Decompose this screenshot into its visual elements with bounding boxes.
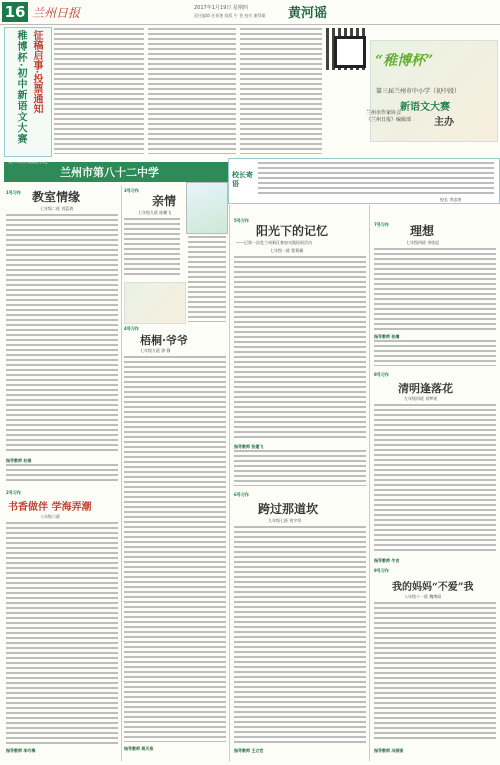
school-name: 兰州市第八十二中学 (60, 166, 159, 179)
paper-logo: 兰州日报 (32, 6, 81, 20)
competition-subtitle: 第三届兰州市中小学（初中段） (376, 88, 461, 95)
article-body (124, 356, 226, 742)
principal-message-text (258, 162, 494, 196)
article-title: 我的妈妈“不爱”我 (392, 582, 474, 593)
article-author: 七年级一班 程莉珊 (270, 248, 304, 253)
article-tag: 6号习作 (234, 492, 249, 497)
article-author: 八年级十一班 魏博闻 (404, 594, 442, 599)
article-title: 理想 (410, 224, 435, 238)
competition-name-text: 稚博杯 (383, 53, 426, 69)
article-author: 七年级九班 徐 静 (140, 348, 171, 353)
article-tag: 7号习作 (374, 222, 389, 227)
article-body (374, 404, 496, 554)
column-divider (229, 205, 230, 761)
article-body (6, 214, 118, 454)
article-teacher: 指导教师 张婧 (374, 334, 400, 339)
article-teacher: 指导教师 王立宏 (234, 748, 264, 753)
article-subtitle: ——记第一次赴兰州新区参加实践拓展活动 (236, 240, 312, 245)
article-tag: 8号习作 (374, 372, 389, 377)
article-body (188, 236, 226, 322)
teacher-comment (234, 450, 366, 486)
article-author: 九年级四班 刘梦瑶 (404, 396, 438, 401)
principal-signature: 校长 李忠康 (440, 197, 462, 202)
article-author: 七年级二班 刘蓝倩 (40, 206, 74, 211)
article-author: 八年级六班 (40, 514, 60, 519)
notice-text-col3 (240, 28, 322, 154)
sponsor-label: 主办 (434, 117, 454, 128)
article-body (234, 256, 366, 440)
article-tag: 9号习作 (374, 568, 389, 573)
article-teacher: 指导教师 冯丽丽 (374, 748, 404, 753)
notice-vertical-title: 稚博杯·初中新语文大赛 (15, 30, 26, 145)
article-body (124, 218, 180, 278)
article-author: 九年级七班 刘宇昂 (268, 518, 302, 523)
sponsor-2: 《兰州日报》编辑部 (366, 117, 412, 123)
article-body (374, 248, 496, 330)
article-title: 亲情 (152, 194, 177, 208)
sponsor-list (366, 110, 411, 124)
article-title: 跨过那道坎 (258, 502, 319, 516)
page-number: 16 (2, 2, 28, 22)
teacher-comment (6, 464, 118, 484)
article-teacher: 指导教师 牛吉 (374, 558, 400, 563)
article-teacher: 指导教师 杜娟 (6, 458, 32, 463)
article-title: 阳光下的记忆 (256, 224, 329, 238)
notice-text-col2 (148, 28, 236, 154)
school-emblem (186, 182, 228, 234)
notice-vertical-subtitle: 征稿启事·投票通知 (31, 30, 42, 114)
article-teacher: 指导教师 蒋天泉 (124, 746, 154, 751)
qr-code-center (334, 36, 366, 68)
competition-name: “稚博杯” (375, 53, 434, 69)
column-divider (369, 205, 370, 761)
date-line: 2017年1月19日 星期四 (194, 5, 248, 11)
notice-text-col1 (54, 28, 144, 154)
principal-message-label: 校长寄语 (232, 170, 253, 188)
article-tag: 1号习作 (6, 190, 21, 195)
article-tag: 4号习作 (124, 326, 139, 331)
article-author: 七年级四班 李欣妃 (406, 240, 440, 245)
illustration (124, 282, 186, 324)
article-teacher: 指导教师 李巧梅 (6, 748, 36, 753)
teacher-comment (374, 340, 496, 366)
article-title: 教室情缘 (32, 190, 81, 204)
article-teacher: 指导教师 张建飞 (234, 444, 264, 449)
article-body (6, 522, 118, 744)
article-title: 梧桐·爷爷 (140, 334, 188, 347)
competition-full-name: 新语文大赛 (400, 102, 450, 113)
article-tag: 5号习作 (234, 218, 249, 223)
article-tag: 2号习作 (6, 490, 21, 495)
article-body (374, 602, 496, 742)
sponsor-1: 兰州市作家协会 (366, 110, 402, 116)
article-title: 清明逢落花 (398, 382, 453, 395)
column-divider (121, 186, 122, 761)
article-body (234, 526, 366, 744)
section-title: 黄河谣 (288, 6, 328, 21)
article-tag: 3号习作 (124, 188, 139, 193)
article-author: 七年级九班 陈鹏飞 (138, 210, 172, 215)
editor-line: 责任编辑 任春艳 组版 牛 苍 校对 谢得雄 (194, 13, 266, 18)
school-section-heading: 第三期作品展示之 (8, 159, 49, 165)
article-title: 书香做伴 学海弄潮 (8, 502, 92, 513)
